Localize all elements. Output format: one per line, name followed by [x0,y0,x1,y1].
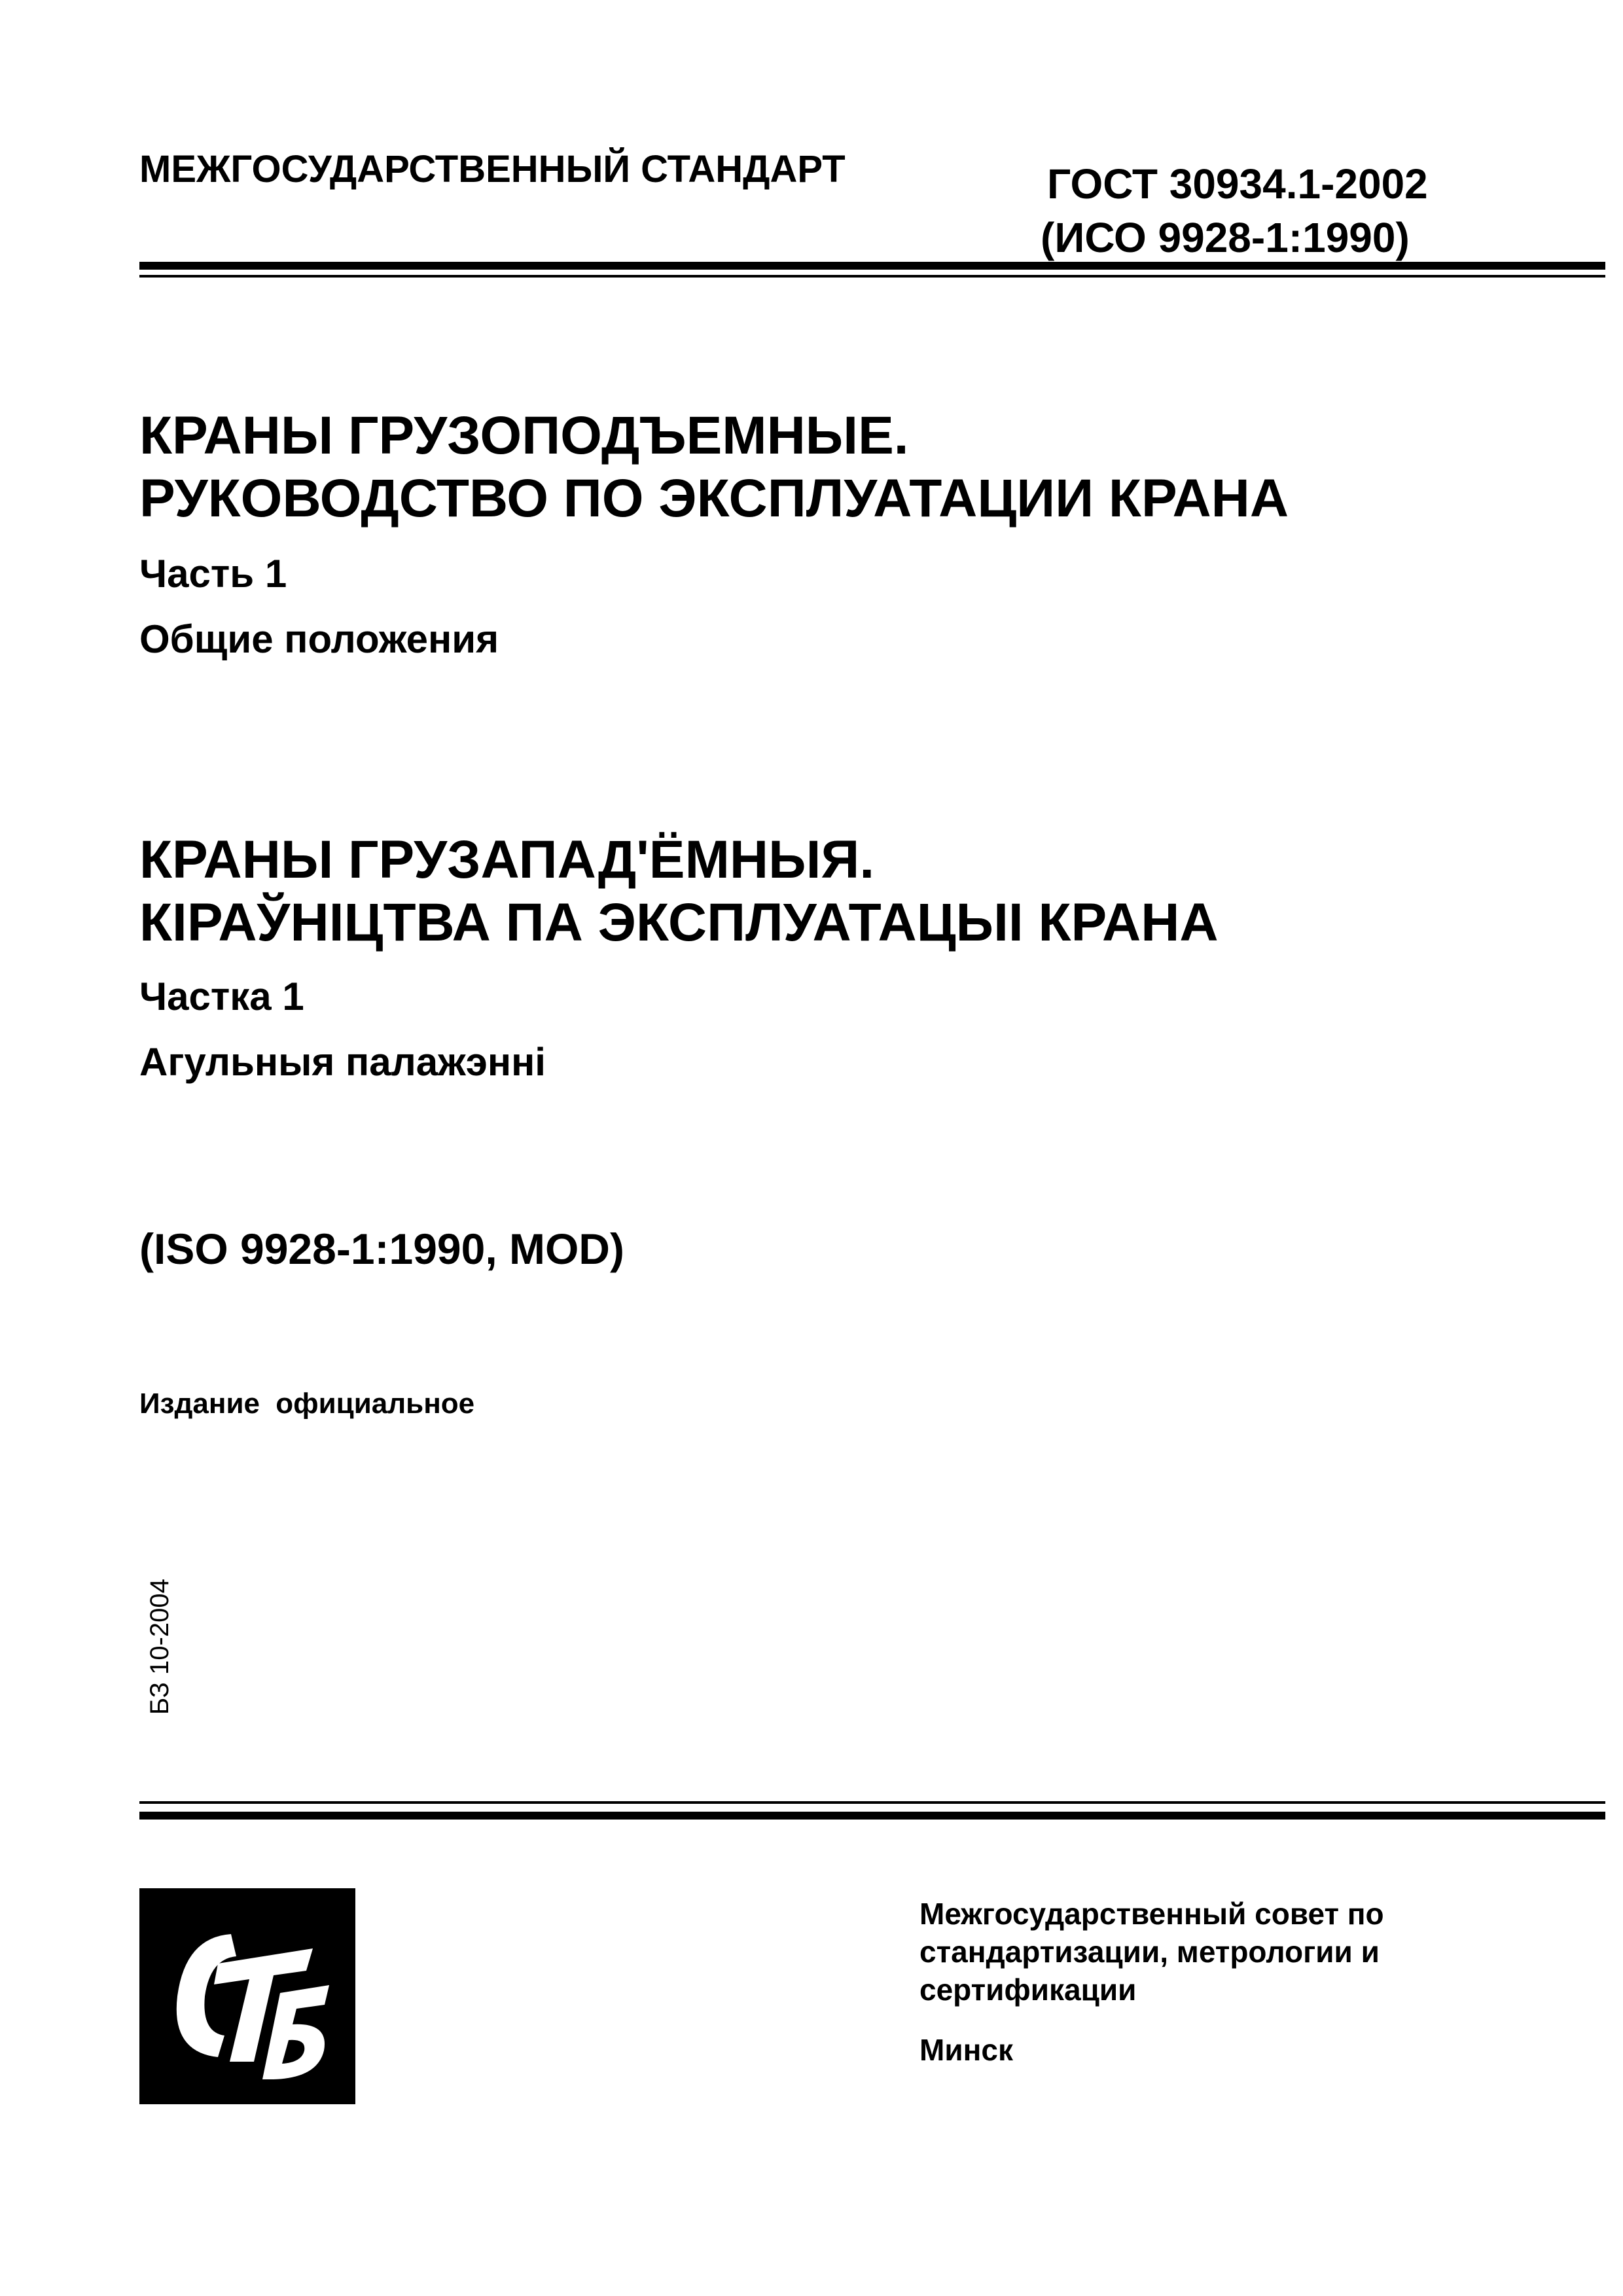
catalog-code: БЗ 10-2004 [145,1579,174,1715]
publisher-line2: стандартизации, метрологии и [919,1935,1380,1969]
title-by-line1: КРАНЫ ГРУЗАПАД'ЁМНЫЯ. [139,830,875,889]
standard-designation-block [1041,157,1428,264]
title-ru-subtitle: Общие положения [139,617,499,661]
footer-rule-thin [139,1801,1605,1804]
publisher-line3: сертификации [919,1973,1137,2007]
header-rule-thick [139,262,1605,270]
header-rule-thin [139,275,1605,278]
iso-designation: (ИСО 9928-1:1990) [1041,214,1410,261]
logo-graphic [139,1888,355,2104]
title-by-line2: КІРАЎНІЦТВА ПА ЭКСПЛУАТАЦЫІ КРАНА [139,893,1219,952]
title-ru-part: Часть 1 [139,552,287,596]
title-by-subtitle: Агульныя палажэнні [139,1040,546,1084]
title-ru-line1: КРАНЫ ГРУЗОПОДЪЕМНЫЕ. [139,406,909,465]
title-ru-line2: РУКОВОДСТВО ПО ЭКСПЛУАТАЦИИ КРАНА [139,469,1289,528]
publisher-city: Минск [919,2033,1013,2067]
iso-reference: (ISO 9928-1:1990, MOD) [139,1225,624,1273]
publisher-name [919,1895,1384,2009]
title-by-part: Частка 1 [139,975,304,1018]
footer-rule-thick [139,1812,1605,1820]
standards-logo-icon [139,1888,355,2104]
edition-label: Издание официальное [139,1388,475,1420]
standard-category: МЕЖГОСУДАРСТВЕННЫЙ СТАНДАРТ [139,148,846,190]
standard-designation: ГОСТ 30934.1-2002 [1047,160,1428,207]
publisher-line1: Межгосударственный совет по [919,1897,1384,1931]
